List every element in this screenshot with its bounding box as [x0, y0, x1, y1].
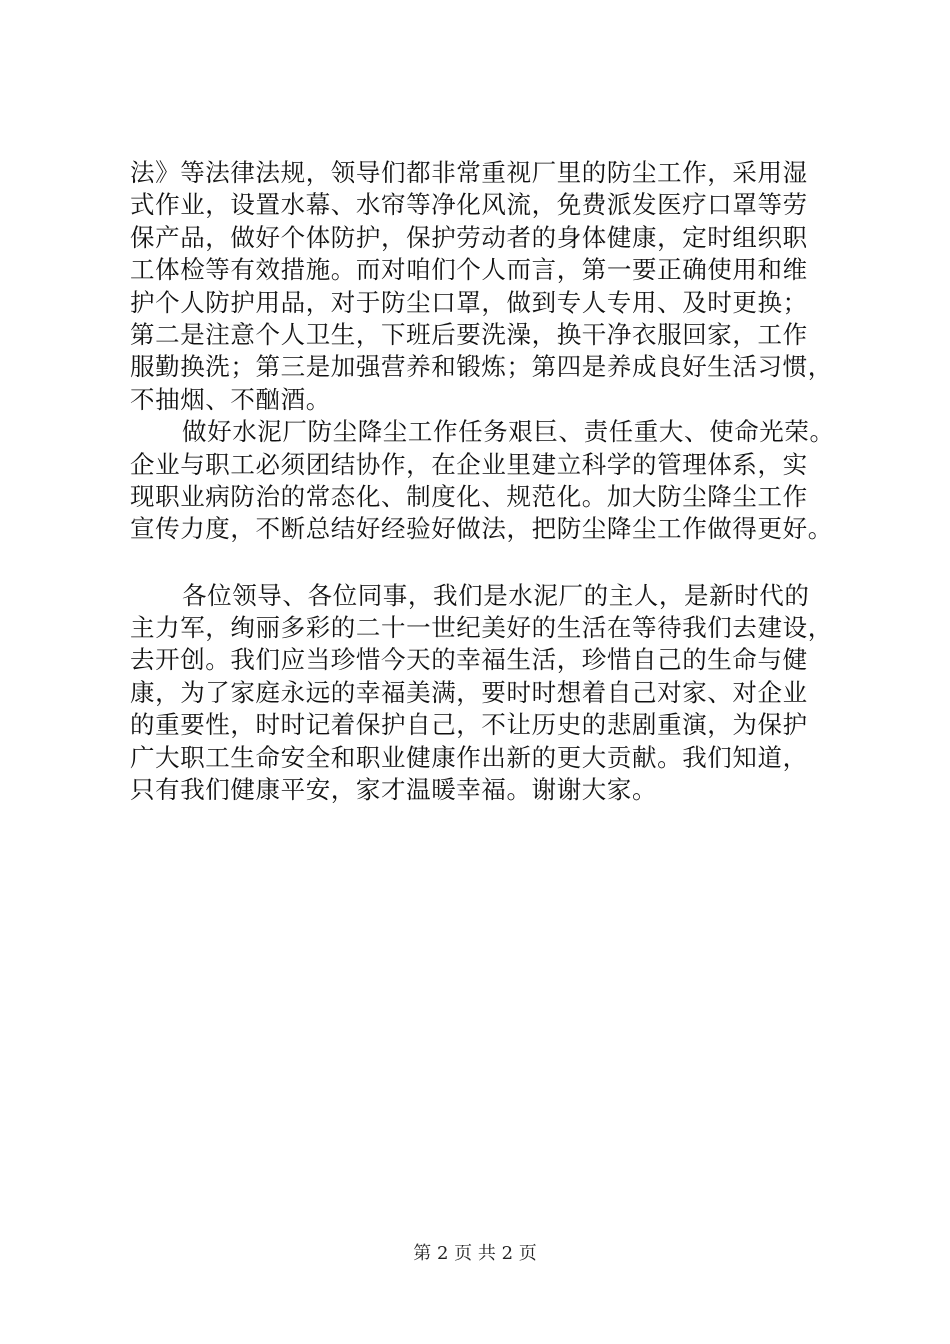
- page-number-footer: 第 2 页 共 2 页: [413, 1243, 537, 1264]
- text-line: 广大职工生命安全和职业健康作出新的更大贡献。我们知道，: [130, 742, 808, 772]
- paragraph-closing: [130, 580, 852, 807]
- text-line: 保产品，做好个体防护，保护劳动者的身体健康，定时组织职: [130, 222, 808, 252]
- text-line: 宣传力度，不断总结好经验好做法，把防尘降尘工作做得更好。: [130, 514, 833, 544]
- text-line: 工体检等有效措施。而对咱们个人而言，第一要正确使用和维: [130, 255, 808, 285]
- paragraph-work-task: [130, 416, 852, 546]
- text-line: 第二是注意个人卫生，下班后要洗澡，换干净衣服回家，工作: [130, 319, 808, 349]
- text-line: 康，为了家庭永远的幸福美满，要时时想着自己对家、对企业: [130, 677, 808, 707]
- text-line: 不抽烟、不酗酒。: [130, 384, 331, 414]
- text-line: 现职业病防治的常态化、制度化、规范化。加大防尘降尘工作: [130, 481, 808, 511]
- paragraph-dust-measures: [130, 157, 852, 416]
- text-line: 做好水泥厂防尘降尘工作任务艰巨、责任重大、使命光荣。: [182, 417, 835, 447]
- text-line: 企业与职工必须团结协作，在企业里建立科学的管理体系，实: [130, 449, 808, 479]
- text-line: 的重要性，时时记着保护自己，不让历史的悲剧重演，为保护: [130, 710, 808, 740]
- text-line: 主力军，绚丽多彩的二十一世纪美好的生活在等待我们去建设，: [130, 613, 833, 643]
- text-line: 各位领导、各位同事，我们是水泥厂的主人，是新时代的: [182, 580, 810, 610]
- text-line: 去开创。我们应当珍惜今天的幸福生活，珍惜自己的生命与健: [130, 645, 808, 675]
- text-line: 只有我们健康平安，家才温暖幸福。谢谢大家。: [130, 775, 658, 805]
- text-line: 法》等法律法规，领导们都非常重视厂里的防尘工作，采用湿: [130, 158, 808, 187]
- text-line: 服勤换洗；第三是加强营养和锻炼；第四是养成良好生活习惯，: [130, 352, 833, 382]
- text-line: 式作业，设置水幕、水帘等净化风流，免费派发医疗口罩等劳: [130, 190, 808, 220]
- text-line: 护个人防护用品，对于防尘口罩，做到专人专用、及时更换；: [130, 287, 808, 317]
- document-body: [130, 157, 852, 806]
- paragraph-spacer: [130, 546, 852, 580]
